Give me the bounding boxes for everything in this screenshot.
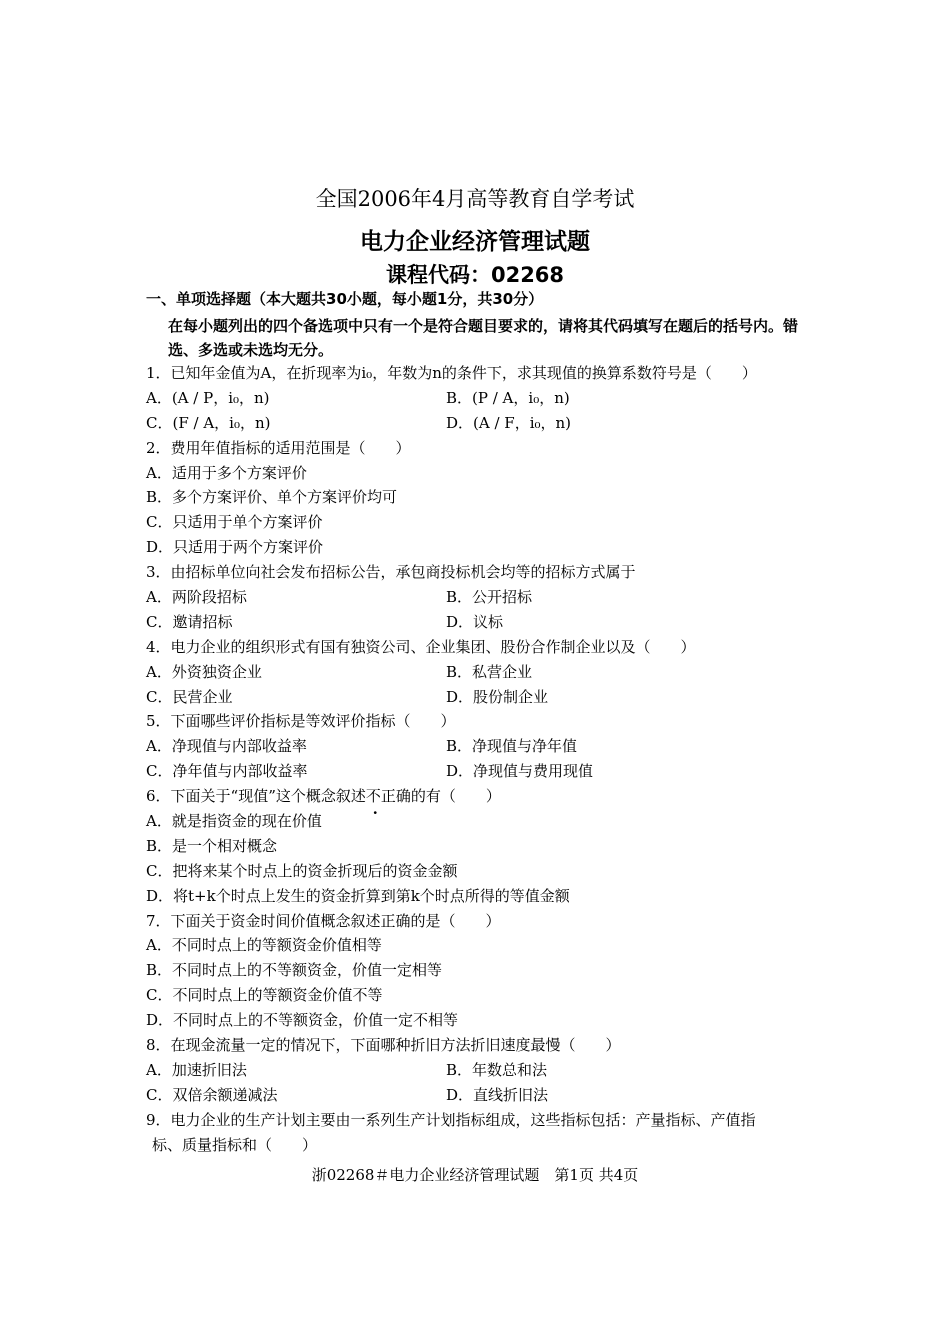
option-c: C．(F / A，i₀，n) — [146, 413, 271, 432]
option-row — [146, 685, 810, 710]
option-d: D．将t+k个时点上发生的资金折算到第k个时点所得的等值金额 — [146, 886, 570, 905]
stem-part: 正确的有（ ） — [380, 787, 501, 806]
option-b: B．净现值与净年值 — [446, 737, 578, 756]
option-a: A．适用于多个方案评价 — [146, 463, 307, 482]
option-row — [146, 411, 810, 436]
option-b: B．多个方案评价、单个方案评价均可 — [146, 488, 398, 507]
option-a: A．外资独资企业 — [146, 662, 262, 681]
option-a: A．(A / P，i₀，n) — [146, 388, 270, 407]
option-d: D．(A / F，i₀，n) — [446, 413, 572, 432]
question-stem — [146, 784, 810, 809]
option-b: B．年数总和法 — [446, 1060, 548, 1079]
question-stem: 7．下面关于资金时间价值概念叙述正确的是（ ） — [146, 911, 501, 930]
course-code: 课程代码：02268 — [385, 263, 565, 287]
option-c: C．民营企业 — [146, 687, 233, 706]
option-b: B．是一个相对概念 — [146, 836, 278, 855]
option-d: D．净现值与费用现值 — [446, 762, 594, 781]
option-d: D．股份制企业 — [446, 687, 549, 706]
option-c: C．只适用于单个方案评价 — [146, 513, 323, 532]
option-row — [146, 734, 810, 759]
question-stem: 2．费用年值指标的适用范围是（ ） — [146, 438, 411, 457]
option-a: A．就是指资金的现在价值 — [146, 812, 322, 831]
option-d: D．直线折旧法 — [446, 1085, 549, 1104]
section-heading: 一、单项选择题（本大题共30小题，每小题1分，共30分） — [146, 290, 544, 308]
option-c: C．邀请招标 — [146, 612, 233, 631]
question-stem: 1．已知年金值为A，在折现率为i₀，年数为n的条件下，求其现值的换算系数符号是（ ） — [146, 364, 757, 382]
stem-part: 6．下面关于“现值”这个概念叙述 — [146, 787, 366, 806]
option-row — [146, 1058, 810, 1083]
question-stem: 4．电力企业的组织形式有国有独资公司、企业集团、股份合作制企业以及（ ） — [146, 637, 696, 656]
option-c: C．不同时点上的等额资金价值不等 — [146, 986, 383, 1005]
option-row — [146, 660, 810, 685]
option-c: C．双倍余额递减法 — [146, 1085, 278, 1104]
option-row — [146, 386, 810, 411]
option-a: A．不同时点上的等额资金价值相等 — [146, 936, 382, 955]
option-row — [146, 585, 810, 610]
section-instruction: 在每小题列出的四个备选项中只有一个是符合题目要求的，请将其代码填写在题后的括号内。错选、多选或未选均无分。 — [168, 317, 799, 359]
option-b: B．公开招标 — [446, 588, 533, 607]
page-footer: 浙02268＃电力企业经济管理试题 第1页 共4页 — [311, 1166, 639, 1184]
exam-title: 全国2006年4月高等教育自学考试 — [315, 187, 635, 211]
paper-title: 电力企业经济管理试题 — [360, 229, 590, 255]
stem-continuation: 标、质量指标和（ ） — [152, 1135, 318, 1154]
option-row — [146, 1083, 810, 1108]
option-c: C．净年值与内部收益率 — [146, 762, 308, 781]
question-stem: 5．下面哪些评价指标是等效评价指标（ ） — [146, 712, 456, 731]
option-c: C．把将来某个时点上的资金折现后的资金金额 — [146, 861, 458, 880]
question-stem: 3．由招标单位向社会发布招标公告，承包商投标机会均等的招标方式属于 — [146, 563, 636, 582]
question-stem-continued — [146, 1133, 810, 1158]
option-row — [146, 610, 810, 635]
option-a: A．净现值与内部收益率 — [146, 737, 307, 756]
option-d: D．不同时点上的不等额资金，价值一定不相等 — [146, 1011, 459, 1030]
emphasized-word: 不 — [365, 787, 381, 806]
option-a: A．加速折旧法 — [146, 1060, 247, 1079]
option-row — [146, 759, 810, 784]
option-d: D．议标 — [446, 612, 504, 631]
question-stem: 9．电力企业的生产计划主要由一系列生产计划指标组成，这些指标包括：产量指标、产值指 — [146, 1110, 756, 1129]
option-d: D．只适用于两个方案评价 — [146, 538, 324, 557]
question-list — [146, 361, 810, 1158]
option-a: A．两阶段招标 — [146, 588, 247, 607]
option-b: B．私营企业 — [446, 662, 533, 681]
option-b: B．不同时点上的不等额资金，价值一定相等 — [146, 961, 443, 980]
option-b: B．(P / A，i₀，n) — [446, 388, 570, 407]
question-stem: 8．在现金流量一定的情况下，下面哪种折旧方法折旧速度最慢（ ） — [146, 1036, 621, 1055]
